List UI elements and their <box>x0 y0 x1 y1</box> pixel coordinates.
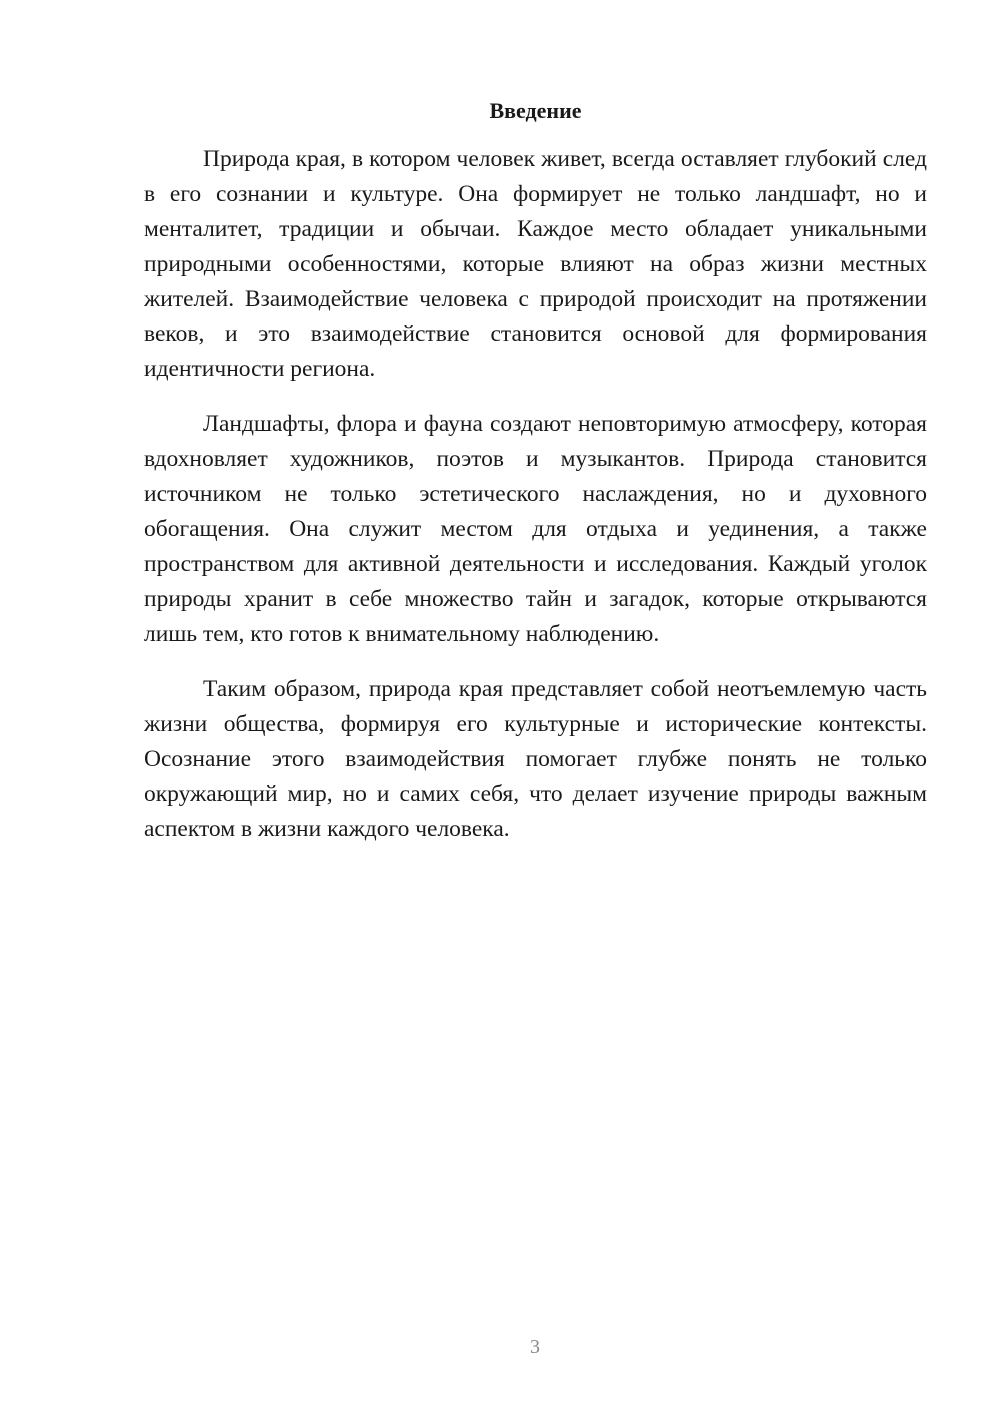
body-text <box>144 142 927 867</box>
page-number: 3 <box>530 1336 540 1358</box>
paragraph-2: Ландшафты, флора и фауна создают неповторимую атмосферу, которая вдохновляет художников, поэтов и музыкантов. Природа становится источником не только эстетического наслаждения, но и духовного обогащения. Она служит местом для отдыха и уединения, а также пространством для активной деятельности и исследования. Каждый уголок природы хранит в себе множество тайн и загадок, которые открываются лишь тем, кто готов к внимательному наблюдению. <box>144 411 927 647</box>
paragraph-1: Природа края, в котором человек живет, всегда оставляет глубокий след в его сознании и культуре. Она формирует не только ландшафт, но и менталитет, традиции и обычаи. Каждое место обладает уникальными природными особенностями, которые влияют на образ жизни местных жителей. Взаимодействие человека с природой происходит на протяжении веков, и это взаимодействие становится основой для формирования идентичности региона. <box>144 146 927 382</box>
paragraph-3: Таким образом, природа края представляет собой неотъемлемую часть жизни общества, формируя его культурные и исторические контексты. Осознание этого взаимодействия помогает глубже понять не только окружающий мир, но и самих себя, что делает изучение природы важным аспектом в жизни каждого человека. <box>144 676 927 842</box>
section-title: Введение <box>489 98 582 123</box>
